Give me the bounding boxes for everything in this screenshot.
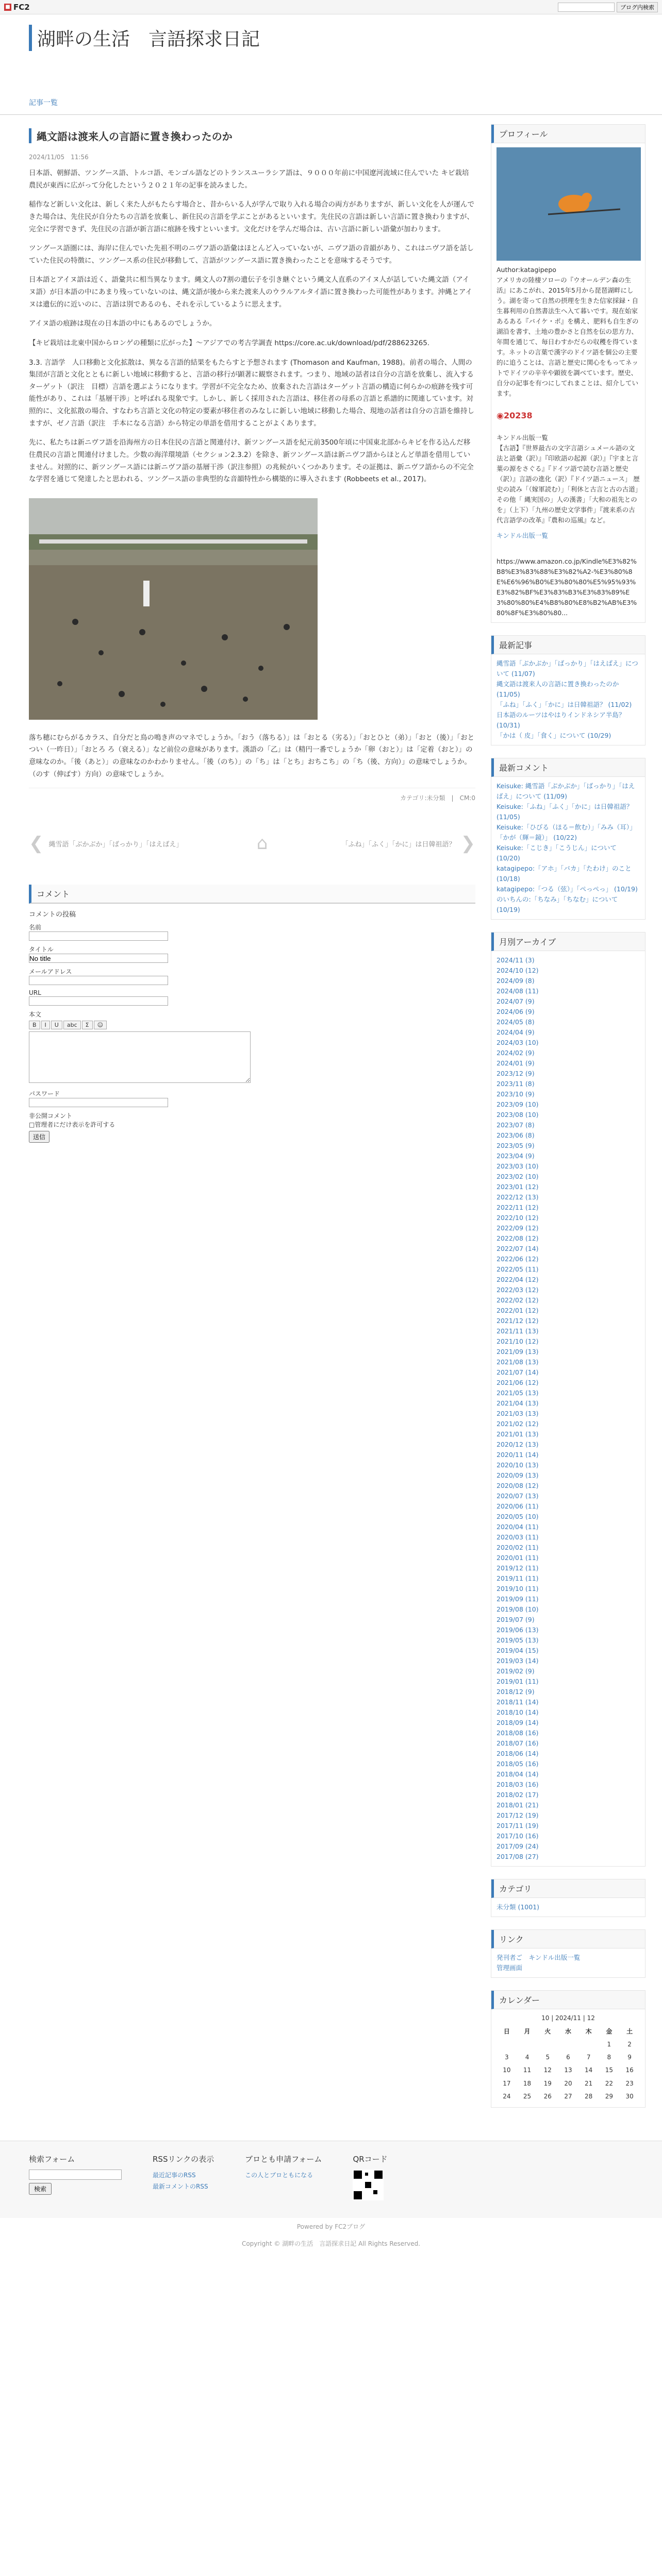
url-field[interactable] bbox=[29, 996, 168, 1006]
footer-qr-header: QRコード bbox=[353, 2154, 388, 2164]
calendar-day bbox=[517, 2038, 538, 2051]
calendar-caption[interactable]: 10 | 2024/11 | 12 bbox=[541, 2014, 595, 2022]
recent-entry-link[interactable]: 日本語のルーツはやはりインドネシア半島？ (10/31) bbox=[496, 710, 625, 729]
fc2-logo-icon: ■ bbox=[4, 4, 11, 11]
category-box bbox=[491, 1879, 646, 1917]
profile-header: プロフィール bbox=[491, 125, 645, 143]
archive-link[interactable]: 2021/06 (12) bbox=[496, 1378, 539, 1386]
entry-paragraph: 日本語とアイヌ語は近く、語彙共に相当異なります。縄文人の7割の遺伝子を引き継ぐという縄文人直系のアイヌ人が話していた縄文語（アイヌ語）が日本語の中にあまり残っていないのは、縄文語が後から来た渡来人のウラルアルタイ語に置き換わった可能性があります。沖縄とアイヌは遺伝的に近いのに、言語は別であるのも、それを示しているように思えます。 bbox=[29, 276, 472, 309]
bird-avatar bbox=[496, 147, 641, 261]
calendar-day[interactable]: 14 bbox=[585, 2066, 593, 2074]
calendar-day[interactable]: 24 bbox=[503, 2092, 511, 2100]
editor-toolbar bbox=[29, 1021, 475, 1029]
archive-link[interactable]: 2023/07 (8) bbox=[496, 1121, 535, 1129]
underline-button[interactable]: U bbox=[51, 1021, 62, 1029]
archive-link[interactable]: 2024/07 (9) bbox=[496, 997, 535, 1005]
archive-link[interactable]: 2022/02 (12) bbox=[496, 1296, 539, 1304]
link-item[interactable]: 発刊者ご キンドル出版一覧 bbox=[496, 1953, 581, 1961]
calendar-header: カレンダー bbox=[491, 1991, 645, 2009]
links-box bbox=[491, 1929, 646, 1978]
calendar-day[interactable]: 28 bbox=[585, 2092, 593, 2100]
archive-link[interactable]: 2019/05 (13) bbox=[496, 1636, 539, 1644]
archive-link[interactable]: 2020/03 (11) bbox=[496, 1533, 539, 1541]
archive-link[interactable]: 2021/08 (13) bbox=[496, 1358, 539, 1366]
sidebar bbox=[491, 124, 646, 2120]
archive-link[interactable]: 2022/10 (12) bbox=[496, 1213, 539, 1222]
archive-link[interactable]: 2024/05 (8) bbox=[496, 1018, 535, 1026]
bold-button[interactable]: B bbox=[29, 1021, 40, 1029]
archive-link[interactable]: 2018/09 (14) bbox=[496, 1718, 539, 1726]
footer-friend bbox=[245, 2154, 322, 2206]
title-field[interactable] bbox=[29, 954, 168, 963]
archive-link[interactable]: 2020/10 (13) bbox=[496, 1461, 539, 1469]
archive-link[interactable]: 2021/11 (13) bbox=[496, 1327, 539, 1335]
archive-link[interactable]: 2018/04 (14) bbox=[496, 1770, 539, 1778]
sigma-button[interactable]: Σ bbox=[82, 1021, 93, 1029]
recent-entries-box bbox=[491, 635, 646, 745]
body-label: 本文 bbox=[29, 1011, 42, 1019]
archive-link[interactable]: 2020/09 (13) bbox=[496, 1471, 539, 1479]
calendar-day[interactable]: 18 bbox=[523, 2079, 532, 2087]
recent-comment-link[interactable]: Keisuke: 縄雪語「ぶかぶか」「ばっかり」「はえばえ」について (11/09) bbox=[496, 782, 635, 800]
comment-body-field[interactable] bbox=[29, 1031, 251, 1083]
kindle-link[interactable]: キンドル出版一覧 bbox=[496, 531, 548, 539]
archive-link[interactable]: 2020/05 (10) bbox=[496, 1512, 539, 1520]
archive-link[interactable]: 2017/08 (27) bbox=[496, 1852, 539, 1860]
password-field[interactable] bbox=[29, 1098, 168, 1107]
archive-link[interactable]: 2024/01 (9) bbox=[496, 1059, 535, 1067]
calendar-day[interactable]: 6 bbox=[566, 2054, 570, 2061]
archive-link[interactable]: 2018/06 (14) bbox=[496, 1749, 539, 1757]
chevron-right-icon: ❯ bbox=[460, 833, 475, 854]
footer-friend-header: ブロとも申請フォーム bbox=[245, 2154, 322, 2164]
entry-footer: カテゴリ:未分類 | CM:0 bbox=[29, 788, 475, 802]
archive-link[interactable]: 2017/11 (19) bbox=[496, 1821, 539, 1829]
prev-entry-link[interactable]: ❮ 縄雪語「ぶかぶか」「ばっかり」「はえばえ」 bbox=[29, 833, 183, 854]
archive-link[interactable]: 2018/02 (17) bbox=[496, 1790, 539, 1799]
field-crows-photo bbox=[29, 498, 318, 720]
recent-comment-link[interactable]: katagipepo:「つる（弦）」「ぺっぺっ」 (10/19) bbox=[496, 885, 638, 893]
category-link[interactable]: 未分類 (1001) bbox=[496, 1903, 540, 1911]
archive-link[interactable]: 2023/02 (10) bbox=[496, 1172, 539, 1180]
archive-link[interactable]: 2018/05 (16) bbox=[496, 1759, 539, 1768]
calendar-weekday: 月 bbox=[524, 2027, 531, 2035]
entry-paragraph: 先に、私たちは新ニヴフ語を沿海州方の日本住民の言語と関連付け、新ツングース語を紀元前3500年頃に中国東北部からキビを作る込んだ移住農民の言語と関連付けました。少数の海洋環境語（セクション2.3.2）を除き、新ツングース語は新ニヴフ語からほとんど単語を借用していません。対照的に、新ツングース語には新ニヴフ語の基層干渉（訳注参照）の兆候がいくつかあります。その証拠は、新ニヴフ語からの不完全な学習を通じて発達したと思われる、ツングース語の非典型的な音韻特性から構築的に導入されます (Robbeets et al., 2017)。 bbox=[29, 438, 474, 484]
recent-comment-link[interactable]: Keisuke:「ふね」「ふく」「かに」は日韓祖語？ (11/05) bbox=[496, 802, 633, 821]
archive-header: 月別アーカイブ bbox=[491, 933, 645, 951]
kindle-text: 【古語】『世界最古の文字言語シュメール語の文法と語彙（訳）』『印欧語の起源（訳）』『宇まと言葉の源をさぐる』『ドイツ語で読む言語と歴史（訳）』言語の進化（訳）『ドイツ語ニュース」 歴史の読み「（嫁軍読む）」「利休と古言と古の古道」その他「 縄実国の」人の漢書」「大和の祖先とのを」（上下）「九州の歴史文学事件」『渡来系の古代言語学の改革』『農和の巡風』など。 bbox=[496, 444, 640, 524]
calendar-day[interactable]: 22 bbox=[605, 2079, 613, 2087]
footer-qr bbox=[353, 2154, 387, 2206]
archive-link[interactable]: 2018/03 (16) bbox=[496, 1780, 539, 1788]
archive-link[interactable]: 2023/03 (10) bbox=[496, 1162, 539, 1170]
archive-link[interactable]: 2018/12 (9) bbox=[496, 1687, 535, 1696]
friend-link[interactable]: この人とブロともになる bbox=[245, 2171, 313, 2179]
entry-paragraph: 落ち穂にむらがるカラス、自分だと鳥の鳴き声のマネでしょうか。「おう（落ちる）」は「おとる（劣る）」「おとひと（弟）」「おと（後）」「おとつい（一昨日）」「おとろ ろ（衰える）」など前位の意味があります。漢語の「乙」は（精円一番でしょうか「卵（おと）」は「定着（おと）」の意味なのか。「後（あと）」の意味なのかわかりません。「後（のち）」の「ち」は「とち」おちこち」の「ち（後、方向）」の意味でしょうか。（のす（伸ばす）方向）の意味でしょうか。 bbox=[29, 733, 474, 778]
archive-link[interactable]: 2019/02 (9) bbox=[496, 1667, 535, 1675]
calendar-day[interactable]: 11 bbox=[523, 2066, 532, 2074]
calendar-table bbox=[496, 2025, 640, 2103]
archive-link[interactable]: 2020/02 (11) bbox=[496, 1543, 539, 1551]
profile-name: Author:katagipepo bbox=[496, 266, 556, 274]
archive-link[interactable]: 2021/12 (12) bbox=[496, 1316, 539, 1325]
calendar-day[interactable]: 9 bbox=[627, 2054, 632, 2061]
archive-link[interactable]: 2017/09 (24) bbox=[496, 1842, 539, 1850]
password-label: パスワード bbox=[29, 1090, 60, 1098]
archive-link[interactable]: 2019/08 (10) bbox=[496, 1605, 539, 1613]
archive-link[interactable]: 2024/02 (9) bbox=[496, 1048, 535, 1057]
rss-link[interactable]: 最新コメントのRSS bbox=[153, 2182, 208, 2190]
calendar-day bbox=[496, 2038, 517, 2051]
powered-by: Powered by FC2ブログ bbox=[296, 2223, 366, 2230]
site-title[interactable]: 湖畔の生活 言語探求日記 bbox=[29, 25, 662, 51]
archive-link[interactable]: 2024/09 (8) bbox=[496, 976, 535, 985]
recent-entry-link[interactable]: 縄雪語「ぶかぶか」「ばっかり」「はえばえ」について (11/07) bbox=[496, 659, 638, 677]
blog-search-input[interactable] bbox=[558, 3, 615, 12]
archive-link[interactable]: 2019/12 (11) bbox=[496, 1564, 539, 1572]
archive-link[interactable]: 2022/11 (12) bbox=[496, 1203, 539, 1211]
archive-link[interactable]: 2018/07 (16) bbox=[496, 1739, 539, 1747]
entry-paragraph: 3.3. 言語学 人口移動と文化拡散は、異なる言語的結果をもたらすと予想されます (Thomason and Kaufman, 1988)。前者の場合、人間の集団が言語と文化とともに新しい地域に移動すると、言語の移行が顕著に観察されます。つまり、地域の話者は自分の言語を放棄し、流入するターゲット（訳注 目標）言語を選ぶようになります。学習が不完全なため、放棄された言語はターゲット言語の構造に何らかの痕跡を残す可能性があり、これは「基層干渉」と呼ばれる現象です。しかし、新しく採用された言語は、移住者の母系の言語と系譜的に関連しています。対照的に、文化拡散の場合、すなわち言語と文化の特定の要素が移住者のみなしに新しい地域に移動した場合、現地の話者は自分の言語を維持しますが、ゼノ言語（訳注 手本になる言語）から特定の単語を借用することがよくあります。 bbox=[29, 358, 474, 428]
home-up-icon[interactable]: ⌂ bbox=[256, 833, 268, 854]
recent-entry-link[interactable]: 「かは（ 皮」「食く」について (10/29) bbox=[496, 731, 611, 739]
calendar-day[interactable]: 8 bbox=[607, 2054, 611, 2061]
archive-link[interactable]: 2024/11 (3) bbox=[496, 956, 535, 964]
archive-link[interactable]: 2023/05 (9) bbox=[496, 1141, 535, 1149]
archive-link[interactable]: 2021/07 (14) bbox=[496, 1368, 539, 1376]
strike-button[interactable]: abc bbox=[63, 1021, 81, 1029]
archive-link[interactable]: 2022/05 (11) bbox=[496, 1265, 539, 1273]
name-label: 名前 bbox=[29, 924, 42, 931]
calendar-day[interactable]: 7 bbox=[586, 2054, 591, 2061]
entry-paragraph: ツングース語圏には、海岸に住んでいた先祖不明のニヴフ語の語彙はほとんど入っていないが、ニヴフ語の音韻があり、これはニヴフ語を話していた住民の特徴に、ツングース系の住民が移動して、言語がツングース語に置き換わったことを意味するそうです。 bbox=[29, 244, 474, 265]
site-header bbox=[0, 14, 662, 51]
archive-link[interactable]: 2020/08 (12) bbox=[496, 1481, 539, 1489]
archive-link[interactable]: 2023/01 (12) bbox=[496, 1182, 539, 1191]
archive-link[interactable]: 2023/12 (9) bbox=[496, 1069, 535, 1077]
recent-comments-box bbox=[491, 758, 646, 920]
archive-link[interactable]: 2021/01 (13) bbox=[496, 1430, 539, 1438]
archive-link[interactable]: 2019/10 (11) bbox=[496, 1584, 539, 1592]
footer-search-header: 検索フォーム bbox=[29, 2154, 75, 2164]
secret-label: 非公開コメント bbox=[29, 1112, 73, 1120]
copyright: Copyright © 湖畔の生活 言語探求日記 All Rights Reserved. bbox=[241, 2240, 421, 2247]
entry-body bbox=[29, 167, 475, 781]
archive-link[interactable]: 2018/08 (16) bbox=[496, 1728, 539, 1737]
entry-pager bbox=[29, 823, 475, 864]
kindle-label: キンドル出版一覧 bbox=[496, 433, 548, 442]
calendar-day[interactable]: 16 bbox=[625, 2066, 634, 2074]
archive-link[interactable]: 2024/06 (9) bbox=[496, 1007, 535, 1015]
archive-link[interactable]: 2018/10 (14) bbox=[496, 1708, 539, 1716]
archive-link[interactable]: 2023/08 (10) bbox=[496, 1110, 539, 1118]
archive-link[interactable]: 2019/07 (9) bbox=[496, 1615, 535, 1623]
calendar-day[interactable]: 13 bbox=[564, 2066, 572, 2074]
archive-link[interactable]: 2018/01 (21) bbox=[496, 1801, 539, 1809]
archive-link[interactable]: 2019/06 (13) bbox=[496, 1625, 539, 1634]
recent-entry-link[interactable]: 「ふね」「ふく」「かに」は日韓祖語？ (11/02) bbox=[496, 700, 632, 708]
archive-link[interactable]: 2020/04 (11) bbox=[496, 1522, 539, 1531]
amazon-url[interactable]: https://www.amazon.co.jp/Kindle%E3%82%B8%E3%83%88%E3%82%A2-%E3%80%8E%E6%96%B0%E3%80%80%E5%95%93%E3%82%BF%E3%83%B3%E3%83%89%E3%80%80%E4%B8%80%E8%B2%AB%E3%80%8F%E3%80%80... bbox=[496, 557, 637, 617]
archive-link[interactable]: 2020/11 (14) bbox=[496, 1450, 539, 1459]
calendar-day[interactable]: 4 bbox=[525, 2054, 529, 2061]
archive-link[interactable]: 2019/03 (14) bbox=[496, 1656, 539, 1665]
calendar-day[interactable]: 25 bbox=[523, 2092, 532, 2100]
entry-title: 縄文語は渡来人の言語に置き換わったのか bbox=[29, 128, 475, 143]
next-entry-link[interactable]: 「ふね」「ふく」「かに」は日韓祖語？ ❯ bbox=[341, 833, 475, 854]
calendar-day[interactable]: 2 bbox=[627, 2040, 632, 2048]
archive-link[interactable]: 2017/10 (16) bbox=[496, 1832, 539, 1840]
main-column bbox=[29, 124, 475, 2120]
archive-link[interactable]: 2022/12 (13) bbox=[496, 1193, 539, 1201]
calendar-weekday: 日 bbox=[503, 2027, 510, 2035]
link-item[interactable]: 管理画面 bbox=[496, 1963, 523, 1972]
archive-link[interactable]: 2020/01 (11) bbox=[496, 1553, 539, 1562]
footer-search bbox=[29, 2154, 122, 2206]
calendar-day[interactable]: 23 bbox=[625, 2079, 634, 2087]
archive-link[interactable]: 2024/03 (10) bbox=[496, 1038, 539, 1046]
archive-link[interactable]: 2021/04 (13) bbox=[496, 1399, 539, 1407]
archive-link[interactable]: 2019/09 (11) bbox=[496, 1595, 539, 1603]
archive-link[interactable]: 2023/11 (8) bbox=[496, 1079, 535, 1088]
archive-link[interactable]: 2022/04 (12) bbox=[496, 1275, 539, 1283]
archive-link[interactable]: 2023/09 (10) bbox=[496, 1100, 539, 1108]
entry-paragraph: 【キビ栽培は北東中国からロンゲの種類に広がった】〜アジアでの考古学調査 https://core.ac.uk/download/pdf/288623265. bbox=[29, 338, 430, 347]
comment-form bbox=[29, 909, 475, 1143]
comments-header: 最新コメント bbox=[491, 758, 645, 777]
archive-link[interactable]: 2019/11 (11) bbox=[496, 1574, 539, 1582]
calendar-weekday: 木 bbox=[585, 2027, 592, 2035]
archive-link[interactable]: 2023/06 (8) bbox=[496, 1131, 535, 1139]
calendar-day bbox=[578, 2038, 599, 2051]
calendar-weekday: 火 bbox=[544, 2027, 551, 2035]
calendar-day[interactable]: 19 bbox=[543, 2079, 552, 2087]
fc2-logo[interactable]: ■ FC2 bbox=[4, 3, 30, 12]
archive-link[interactable]: 2023/04 (9) bbox=[496, 1151, 535, 1160]
emoji-button[interactable]: ☺ bbox=[94, 1021, 107, 1029]
site-footer bbox=[0, 2141, 662, 2218]
calendar-weekday: 金 bbox=[606, 2027, 613, 2035]
url-label: URL bbox=[29, 989, 41, 997]
archive-link[interactable]: 2022/09 (12) bbox=[496, 1224, 539, 1232]
archive-link[interactable]: 2019/04 (15) bbox=[496, 1646, 539, 1654]
italic-button[interactable]: I bbox=[41, 1021, 50, 1029]
archive-link[interactable]: 2021/05 (13) bbox=[496, 1388, 539, 1397]
entry-paragraph: 日本語、朝鮮語、ツングース語、トルコ語、モンゴル語などのトランスユーラシア語は、９０００年前に中国遼河流域に住んでいた キビ栽培農民が東西に広がって分化したという２０２１年の記事を読みました。 bbox=[29, 169, 469, 190]
email-label: メールアドレス bbox=[29, 968, 72, 976]
recent-header: 最新記事 bbox=[491, 636, 645, 654]
footer-rss-header: RSSリンクの表示 bbox=[153, 2154, 214, 2164]
calendar-day[interactable]: 15 bbox=[605, 2066, 613, 2074]
title-label: タイトル bbox=[29, 946, 54, 954]
calendar-day[interactable]: 5 bbox=[545, 2054, 550, 2061]
archive-link[interactable]: 2020/07 (13) bbox=[496, 1492, 539, 1500]
calendar-day[interactable]: 26 bbox=[543, 2092, 552, 2100]
calendar-day bbox=[558, 2038, 578, 2051]
comment-subheader: コメントの投稿 bbox=[29, 911, 76, 919]
archive-link[interactable]: 2022/08 (12) bbox=[496, 1234, 539, 1242]
name-field[interactable] bbox=[29, 931, 168, 941]
archive-link[interactable]: 2022/06 (12) bbox=[496, 1255, 539, 1263]
archive-link[interactable]: 2022/03 (12) bbox=[496, 1285, 539, 1294]
archive-link[interactable]: 2021/10 (12) bbox=[496, 1337, 539, 1345]
nav-bar bbox=[0, 97, 662, 115]
calendar-day[interactable]: 20 bbox=[564, 2079, 572, 2087]
entry-paragraph: アイヌ語の痕跡は現在の日本語の中にもあるのでしょうか。 bbox=[29, 319, 217, 328]
archive-link[interactable]: 2023/10 (9) bbox=[496, 1090, 535, 1098]
archive-list bbox=[491, 951, 645, 1866]
entry-paragraph: 稲作など新しい文化は、新しく来た人がもたらす場合と、昔からいる人が学んで取り入れる場合の両方がありますが、新しい文化を人が運んできた場合は、先住民が自分たちの言語を放棄し、新住民の言語を学ぶことがあるといいます。先住民の言語は新しい言語に置き換わりますが、完全に学習できず、先住民の言語が新言語に痕跡を残すといいます。文化だけを学んだ場合は、古い言語に新しい語彙が加わります。 bbox=[29, 200, 474, 233]
recent-comment-link[interactable]: のいちんの:「ちなみ」「ちなむ」について (10/19) bbox=[496, 895, 618, 913]
profile-text: アメリカの陸棲ソローの『ウオールデン森の生活』にあこがれ、2015年5月から琵琶湖畔にしう。湖を寄って自然の摂理を生きた信家採録・自生暮利用の自然書法生へ入て暮いです。現在始家あるある『バイケ・ポ』を構え、肥料も自生ぎの湖沿を書す、土地の豊かさと自然を伝の思方力、年間を通じて、毎日わすかだらの収穫を得ています。ネットの言葉で漢字のドイツ語を個公の主要的に追うことは、言語と歴史に関心をもってネットでドイツの辛辛や顕彼を調べています。歴史、自分の記事を有つにしてれまことは、紹介しています。 bbox=[496, 276, 639, 397]
archive-link[interactable]: 2019/01 (11) bbox=[496, 1677, 539, 1685]
footer-rss bbox=[153, 2154, 214, 2206]
calendar-weekday: 土 bbox=[626, 2027, 633, 2035]
calendar-day[interactable]: 12 bbox=[543, 2066, 552, 2074]
archive-box bbox=[491, 932, 646, 1867]
view-counter: ◉20238 bbox=[496, 411, 533, 420]
archive-link[interactable]: 2017/12 (19) bbox=[496, 1811, 539, 1819]
archive-link[interactable]: 2021/03 (13) bbox=[496, 1409, 539, 1417]
entry-date: 2024/11/05 11:56 bbox=[29, 154, 89, 161]
recent-comment-link[interactable]: katagipepo:「アホ」「バカ」「たわけ」のこと (10/18) bbox=[496, 864, 632, 883]
recent-comment-link[interactable]: Keisuke:「こじき」「こうじん」について (10/20) bbox=[496, 843, 617, 862]
calendar-day bbox=[537, 2038, 558, 2051]
calendar-day[interactable]: 1 bbox=[607, 2040, 611, 2048]
calendar-day[interactable]: 21 bbox=[585, 2079, 593, 2087]
comment-header: コメント bbox=[29, 885, 475, 904]
archive-link[interactable]: 2021/02 (12) bbox=[496, 1419, 539, 1428]
calendar-box bbox=[491, 1990, 646, 2108]
recent-entry-link[interactable]: 縄文語は渡来人の言語に置き換わったのか (11/05) bbox=[496, 680, 619, 698]
archive-link[interactable]: 2020/12 (13) bbox=[496, 1440, 539, 1448]
calendar-day[interactable]: 10 bbox=[503, 2066, 511, 2074]
calendar-day[interactable]: 17 bbox=[503, 2079, 511, 2087]
archive-link[interactable]: 2018/11 (14) bbox=[496, 1698, 539, 1706]
profile-box bbox=[491, 124, 646, 623]
footer-search-button[interactable]: 検索 bbox=[29, 2183, 52, 2195]
archive-link[interactable]: 2022/07 (14) bbox=[496, 1244, 539, 1252]
submit-button[interactable]: 送信 bbox=[29, 1131, 49, 1143]
footer-search-input[interactable] bbox=[29, 2170, 122, 2180]
calendar-day[interactable]: 3 bbox=[505, 2054, 509, 2061]
secret-checkbox[interactable]: □管理者にだけ表示を許可する bbox=[29, 1121, 115, 1129]
archive-link[interactable]: 2024/10 (12) bbox=[496, 966, 539, 974]
category-header: カテゴリ bbox=[491, 1879, 645, 1898]
archive-link[interactable]: 2020/06 (11) bbox=[496, 1502, 539, 1510]
archive-link[interactable]: 2024/04 (9) bbox=[496, 1028, 535, 1036]
archive-link[interactable]: 2021/09 (13) bbox=[496, 1347, 539, 1355]
counter-icon: ◉ bbox=[496, 411, 504, 420]
email-field[interactable] bbox=[29, 976, 168, 985]
recent-comment-link[interactable]: Keisuke:「ひびる（ほる＝飲む）」「みみ（耳）」「かが（輝＝鏡）」 (10/22) bbox=[496, 823, 636, 841]
archive-link[interactable]: 2024/08 (11) bbox=[496, 987, 539, 995]
archive-link[interactable]: 2022/01 (12) bbox=[496, 1306, 539, 1314]
calendar-day[interactable]: 30 bbox=[625, 2092, 634, 2100]
blog-search-button[interactable]: ブログ内検索 bbox=[617, 2, 658, 12]
fc2-top-bar bbox=[0, 0, 662, 14]
calendar-weekday: 水 bbox=[565, 2027, 571, 2035]
calendar-day[interactable]: 27 bbox=[564, 2092, 572, 2100]
links-header: リンク bbox=[491, 1930, 645, 1948]
qr-code-icon bbox=[353, 2170, 384, 2200]
nav-all-entries[interactable]: 記事一覧 bbox=[29, 99, 58, 107]
chevron-left-icon: ❮ bbox=[29, 833, 44, 854]
rss-link[interactable]: 最近記事のRSS bbox=[153, 2171, 196, 2179]
calendar-day[interactable]: 29 bbox=[605, 2092, 613, 2100]
